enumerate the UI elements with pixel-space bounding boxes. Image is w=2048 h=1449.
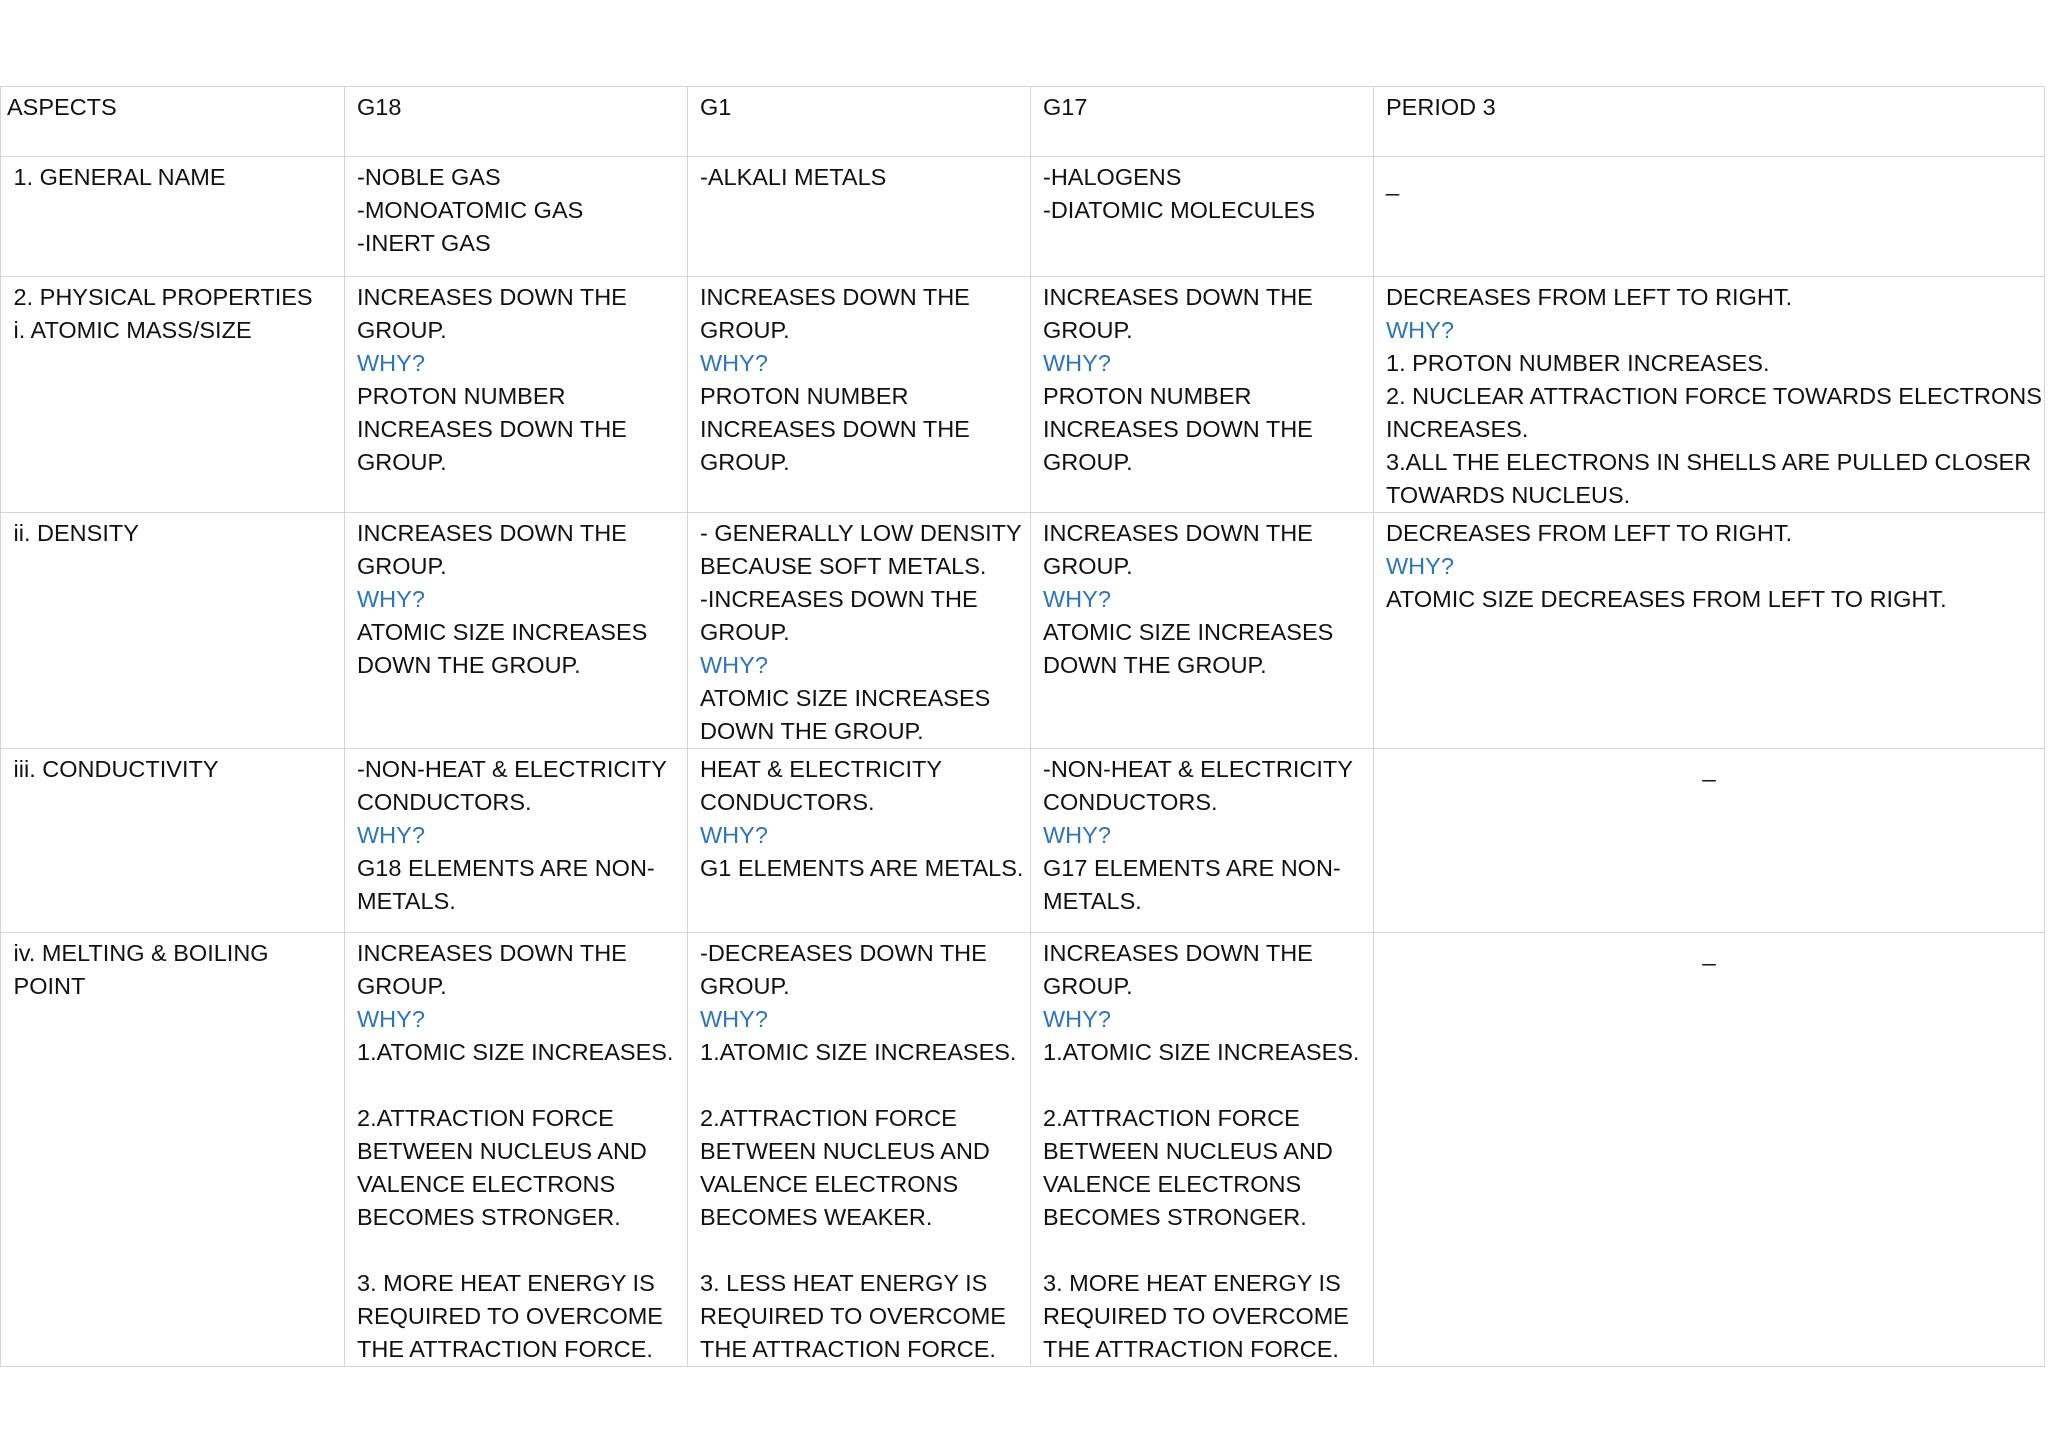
header-row bbox=[1, 87, 2045, 157]
header-cell-g18: G18 bbox=[345, 87, 688, 157]
cell-period3 bbox=[1374, 749, 2045, 933]
cell-line: -NON-HEAT & ELECTRICITY bbox=[357, 756, 667, 782]
cell-g17 bbox=[1031, 277, 1374, 513]
cell-line: ATOMIC SIZE INCREASES bbox=[1043, 619, 1334, 645]
cell-line: 3. MORE HEAT ENERGY IS bbox=[1043, 1270, 1341, 1296]
cell-line: GROUP. bbox=[357, 973, 447, 999]
cell-line: -ALKALI METALS bbox=[700, 164, 887, 190]
cell-line bbox=[1043, 1234, 1361, 1267]
cell-line: CONDUCTORS. bbox=[1043, 789, 1218, 815]
cell-line: -NON-HEAT & ELECTRICITY bbox=[1043, 756, 1353, 782]
cell-line: CONDUCTORS. bbox=[357, 789, 532, 815]
cell-line: 3. LESS HEAT ENERGY IS bbox=[700, 1270, 988, 1296]
cell-line: WHY? bbox=[700, 822, 768, 848]
cell-line: DOWN THE GROUP. bbox=[700, 718, 924, 744]
cell-line: GROUP. bbox=[357, 449, 447, 475]
cell-line: GROUP. bbox=[700, 973, 790, 999]
cell-period3 bbox=[1374, 513, 2045, 749]
cell-line: GROUP. bbox=[357, 317, 447, 343]
header-cell-g17: G17 bbox=[1031, 87, 1374, 157]
cell-line: - GENERALLY LOW DENSITY bbox=[700, 520, 1022, 546]
cell-line: INCREASES DOWN THE bbox=[1043, 520, 1313, 546]
cell-line: GROUP. bbox=[700, 449, 790, 475]
cell-g1 bbox=[688, 933, 1031, 1367]
cell-line: METALS. bbox=[357, 888, 456, 914]
cell-line: INCREASES DOWN THE bbox=[700, 284, 970, 310]
cell-line: DOWN THE GROUP. bbox=[357, 652, 581, 678]
cell-line bbox=[357, 1234, 675, 1267]
cell-g18 bbox=[345, 157, 688, 277]
cell-line: WHY? bbox=[700, 1006, 768, 1032]
cell-line bbox=[1043, 1069, 1361, 1102]
cell-line: -DIATOMIC MOLECULES bbox=[1043, 197, 1316, 223]
cell-line: WHY? bbox=[1043, 1006, 1111, 1032]
cell-line: ii. DENSITY bbox=[7, 520, 139, 546]
cell-g18 bbox=[345, 513, 688, 749]
cell-line: WHY? bbox=[357, 350, 425, 376]
row-general-name bbox=[1, 157, 2045, 277]
cell-line: _ bbox=[1702, 756, 1716, 782]
cell-line: THE ATTRACTION FORCE. bbox=[1043, 1336, 1339, 1362]
cell-line: -MONOATOMIC GAS bbox=[357, 197, 584, 223]
cell-period3 bbox=[1374, 157, 2045, 277]
cell-line: 3. MORE HEAT ENERGY IS bbox=[357, 1270, 655, 1296]
properties-table bbox=[0, 86, 2045, 1367]
cell-line: GROUP. bbox=[1043, 553, 1133, 579]
cell-line: 2.ATTRACTION FORCE bbox=[700, 1105, 957, 1131]
cell-line: PROTON NUMBER bbox=[357, 383, 566, 409]
cell-line: GROUP. bbox=[357, 553, 447, 579]
cell-line bbox=[357, 1069, 675, 1102]
cell-line: BECOMES STRONGER. bbox=[1043, 1204, 1307, 1230]
cell-line: G17 ELEMENTS ARE NON- bbox=[1043, 855, 1341, 881]
cell-g17 bbox=[1031, 933, 1374, 1367]
cell-line: G1 ELEMENTS ARE METALS. bbox=[700, 855, 1024, 881]
cell-g18 bbox=[345, 277, 688, 513]
header-cell-g1: G1 bbox=[688, 87, 1031, 157]
cell-line: INCREASES DOWN THE bbox=[357, 284, 627, 310]
cell-line: WHY? bbox=[700, 652, 768, 678]
cell-line: -DECREASES DOWN THE bbox=[700, 940, 987, 966]
cell-line: WHY? bbox=[357, 1006, 425, 1032]
cell-line: -INCREASES DOWN THE bbox=[700, 586, 978, 612]
cell-line: 1.ATOMIC SIZE INCREASES. bbox=[1043, 1039, 1360, 1065]
cell-line: REQUIRED TO OVERCOME bbox=[700, 1303, 1006, 1329]
cell-line: POINT bbox=[7, 973, 86, 999]
cell-g17 bbox=[1031, 749, 1374, 933]
cell-line: WHY? bbox=[1043, 586, 1111, 612]
cell-line: HEAT & ELECTRICITY bbox=[700, 756, 943, 782]
cell-line: WHY? bbox=[1043, 350, 1111, 376]
cell-aspect bbox=[1, 157, 345, 277]
cell-line: WHY? bbox=[1043, 822, 1111, 848]
cell-line: iii. CONDUCTIVITY bbox=[7, 756, 219, 782]
cell-line: INCREASES DOWN THE bbox=[357, 940, 627, 966]
cell-line: INCREASES DOWN THE bbox=[1043, 940, 1313, 966]
cell-line: iv. MELTING & BOILING bbox=[7, 940, 269, 966]
cell-g1 bbox=[688, 157, 1031, 277]
cell-line: CONDUCTORS. bbox=[700, 789, 875, 815]
cell-aspect bbox=[1, 749, 345, 933]
cell-period3 bbox=[1374, 277, 2045, 513]
cell-line: THE ATTRACTION FORCE. bbox=[700, 1336, 996, 1362]
cell-line: 2.ATTRACTION FORCE bbox=[1043, 1105, 1300, 1131]
cell-line: GROUP. bbox=[700, 619, 790, 645]
header-cell-aspects: ASPECTS bbox=[1, 87, 345, 157]
cell-line: ATOMIC SIZE DECREASES FROM LEFT TO RIGHT. bbox=[1386, 586, 1947, 612]
cell-line bbox=[700, 1069, 1018, 1102]
cell-line: BECOMES STRONGER. bbox=[357, 1204, 621, 1230]
cell-line: VALENCE ELECTRONS bbox=[1043, 1171, 1302, 1197]
row-atomic-size bbox=[1, 277, 2045, 513]
cell-line: GROUP. bbox=[700, 317, 790, 343]
cell-line: TOWARDS NUCLEUS. bbox=[1386, 482, 1631, 508]
cell-line: REQUIRED TO OVERCOME bbox=[357, 1303, 663, 1329]
cell-line: GROUP. bbox=[1043, 449, 1133, 475]
cell-line: BECAUSE SOFT METALS. bbox=[700, 553, 987, 579]
cell-line: WHY? bbox=[700, 350, 768, 376]
cell-line: INCREASES DOWN THE bbox=[357, 520, 627, 546]
cell-line: DECREASES FROM LEFT TO RIGHT. bbox=[1386, 284, 1793, 310]
cell-g17 bbox=[1031, 513, 1374, 749]
cell-line: i. ATOMIC MASS/SIZE bbox=[7, 317, 252, 343]
cell-line: WHY? bbox=[1386, 317, 1454, 343]
cell-line: VALENCE ELECTRONS bbox=[357, 1171, 616, 1197]
cell-g1 bbox=[688, 513, 1031, 749]
cell-line: VALENCE ELECTRONS bbox=[700, 1171, 959, 1197]
cell-aspect bbox=[1, 933, 345, 1367]
cell-line: BETWEEN NUCLEUS AND bbox=[357, 1138, 647, 1164]
cell-aspect bbox=[1, 277, 345, 513]
cell-line: REQUIRED TO OVERCOME bbox=[1043, 1303, 1349, 1329]
cell-line: 1. GENERAL NAME bbox=[7, 164, 226, 190]
cell-line: BECOMES WEAKER. bbox=[700, 1204, 933, 1230]
cell-line: PROTON NUMBER bbox=[700, 383, 909, 409]
cell-line: 1.ATOMIC SIZE INCREASES. bbox=[700, 1039, 1017, 1065]
cell-line: THE ATTRACTION FORCE. bbox=[357, 1336, 653, 1362]
row-density bbox=[1, 513, 2045, 749]
cell-line: WHY? bbox=[357, 822, 425, 848]
cell-line: BETWEEN NUCLEUS AND bbox=[1043, 1138, 1333, 1164]
cell-g18 bbox=[345, 749, 688, 933]
cell-line: WHY? bbox=[1386, 553, 1454, 579]
cell-line: DOWN THE GROUP. bbox=[1043, 652, 1267, 678]
cell-line: -INERT GAS bbox=[357, 230, 491, 256]
cell-g1 bbox=[688, 277, 1031, 513]
cell-line: ATOMIC SIZE INCREASES bbox=[357, 619, 648, 645]
cell-line: INCREASES DOWN THE bbox=[1043, 416, 1313, 442]
cell-line: DECREASES FROM LEFT TO RIGHT. bbox=[1386, 520, 1793, 546]
cell-line: ATOMIC SIZE INCREASES bbox=[700, 685, 991, 711]
cell-g18 bbox=[345, 933, 688, 1367]
cell-line: WHY? bbox=[357, 586, 425, 612]
header-cell-period3: PERIOD 3 bbox=[1374, 87, 2045, 157]
cell-g1 bbox=[688, 749, 1031, 933]
cell-line: 2. PHYSICAL PROPERTIES bbox=[7, 284, 313, 310]
cell-line: GROUP. bbox=[1043, 317, 1133, 343]
cell-line: 1. PROTON NUMBER INCREASES. bbox=[1386, 350, 1770, 376]
cell-line: INCREASES DOWN THE bbox=[1043, 284, 1313, 310]
table-body bbox=[1, 87, 2045, 1367]
row-melting-boiling bbox=[1, 933, 2045, 1367]
cell-line: INCREASES. bbox=[1386, 416, 1529, 442]
cell-line: _ bbox=[1702, 940, 1716, 966]
cell-line: METALS. bbox=[1043, 888, 1142, 914]
cell-line: _ bbox=[1386, 170, 1400, 196]
row-conductivity bbox=[1, 749, 2045, 933]
cell-line: -HALOGENS bbox=[1043, 164, 1182, 190]
cell-line: PROTON NUMBER bbox=[1043, 383, 1252, 409]
cell-g17 bbox=[1031, 157, 1374, 277]
cell-line: INCREASES DOWN THE bbox=[357, 416, 627, 442]
cell-line bbox=[700, 1234, 1018, 1267]
cell-line: 2.ATTRACTION FORCE bbox=[357, 1105, 614, 1131]
cell-line: INCREASES DOWN THE bbox=[700, 416, 970, 442]
cell-line: -NOBLE GAS bbox=[357, 164, 501, 190]
cell-aspect bbox=[1, 513, 345, 749]
cell-line: GROUP. bbox=[1043, 973, 1133, 999]
cell-line: G18 ELEMENTS ARE NON- bbox=[357, 855, 655, 881]
cell-line: 2. NUCLEAR ATTRACTION FORCE TOWARDS ELECTRONS bbox=[1386, 383, 2042, 409]
cell-period3 bbox=[1374, 933, 2045, 1367]
cell-line: 3.ALL THE ELECTRONS IN SHELLS ARE PULLED CLOSER bbox=[1386, 449, 2032, 475]
cell-line: 1.ATOMIC SIZE INCREASES. bbox=[357, 1039, 674, 1065]
cell-line: BETWEEN NUCLEUS AND bbox=[700, 1138, 990, 1164]
